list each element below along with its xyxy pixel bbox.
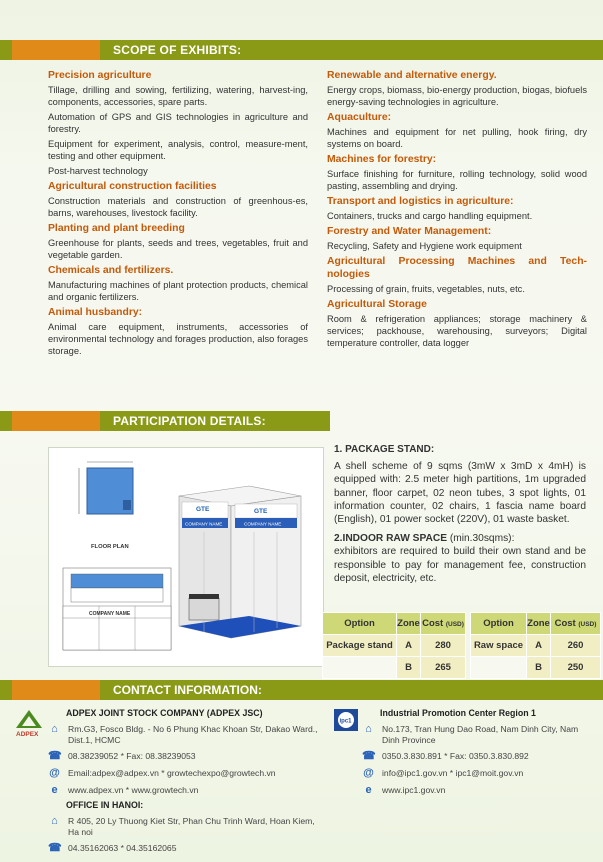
adpex-contact <box>48 708 318 855</box>
scope-heading: Precision agriculture <box>48 70 152 81</box>
ipc1-address: No.173, Tran Hung Dao Road, Nam Dinh City, Nam Dinh Province <box>382 724 579 745</box>
scope-text: Processing of grain, fruits, vegetables, nuts, etc. <box>327 284 525 294</box>
scope-text: Construction materials and construction of greenhous-es, barns, warehouses, livestock facility. <box>48 196 308 218</box>
raw-space-block <box>334 532 586 545</box>
participation-details <box>334 443 586 591</box>
zone-cell: B <box>397 657 421 679</box>
scope-heading: Agricultural construction facilities <box>48 181 217 192</box>
adpex-logo <box>12 708 46 738</box>
scope-heading: Agricultural Processing Machines and Tech-nologies <box>327 256 587 280</box>
scope-header-bar <box>0 40 603 60</box>
option-cell: Package stand <box>323 635 397 657</box>
elevation-company-label: COMPANY NAME <box>89 611 131 617</box>
scope-text: Surface finishing for furniture, rolling technology, solid wood pasting, assembling and drying. <box>327 169 587 191</box>
adpex-email[interactable]: Email:adpex@adpex.vn * growtechexpo@growtech.vn <box>68 768 276 778</box>
web-icon: e <box>365 784 372 796</box>
email-icon: @ <box>49 767 60 779</box>
booth-logo-text: GTE <box>196 506 210 513</box>
option-cell: Raw space <box>471 635 527 657</box>
raw-min: (min.30sqms): <box>447 533 515 545</box>
scope-text: Greenhouse for plants, seeds and trees, vegetables, fruit and vegetable garden. <box>48 238 308 260</box>
scope-heading: Aquaculture: <box>327 112 392 123</box>
scope-text: Animal care equipment, instruments, accessories of environmental technology and forages production, also forages storage. <box>48 322 308 356</box>
adpex-org-name: ADPEX JOINT STOCK COMPANY (ADPEX JSC) <box>66 708 263 718</box>
zone-cell: A <box>527 635 551 657</box>
hanoi-heading: OFFICE IN HANOI: <box>66 800 144 810</box>
zone-cell: B <box>527 657 551 679</box>
package-heading: 1. PACKAGE STAND: <box>334 444 435 455</box>
zone-cell: A <box>397 635 421 657</box>
scope-heading: Machines for forestry: <box>327 154 437 165</box>
scope-left-column <box>48 66 308 360</box>
raw-heading: 2.INDOOR RAW SPACE <box>334 533 448 545</box>
participation-title: PARTICIPATION DETAILS: <box>113 414 266 428</box>
adpex-website[interactable]: www.adpex.vn * www.growtech.vn <box>68 785 199 795</box>
cost-cell: 280 <box>421 635 466 657</box>
scope-title: SCOPE OF EXHIBITS: <box>113 43 242 57</box>
booth-company-text: COMPANY NAME <box>185 521 223 527</box>
home-icon: ⌂ <box>51 723 58 735</box>
booth-company-text-right: COMPANY NAME <box>244 521 282 527</box>
col-zone: Zone <box>527 613 551 635</box>
cost-cell: 260 <box>551 635 601 657</box>
hanoi-address: R 405, 20 Ly Thuong Kiet Str, Phan Chu Trinh Ward, Hoan Kiem, Ha noi <box>68 816 315 837</box>
booth-illustration <box>48 447 324 667</box>
option-cell-empty <box>323 657 397 679</box>
adpex-phone: 08.38239052 * Fax: 08.38239053 <box>68 751 196 761</box>
scope-text: Tillage, drilling and sowing, fertilizing, watering, harvest-ing, components, accessories, spare parts. <box>48 85 308 107</box>
scope-heading: Renewable and alternative energy. <box>327 70 497 81</box>
home-icon: ⌂ <box>365 723 372 735</box>
scope-text: Automation of GPS and GIS technologies in agriculture and forestry. <box>48 112 308 134</box>
floor-plan-label: FLOOR PLAN <box>91 544 129 550</box>
scope-heading: Animal husbandry: <box>48 307 143 318</box>
option-cell-empty <box>471 657 527 679</box>
price-table-raw <box>470 612 601 679</box>
ipc1-org-name: Industrial Promotion Center Region 1 <box>380 708 536 718</box>
scope-text: Recycling, Safety and Hygiene work equipment <box>327 241 522 251</box>
scope-heading: Forestry and Water Management: <box>327 226 492 237</box>
ipc1-contact <box>362 708 592 797</box>
col-cost: Cost (USD) <box>421 613 466 635</box>
web-icon: e <box>51 784 58 796</box>
home-icon: ⌂ <box>51 815 58 827</box>
ipc1-website[interactable]: www.ipc1.gov.vn <box>382 785 446 795</box>
scope-text: Manufacturing machines of plant protection products, chemical and organic fertilizers. <box>48 280 308 302</box>
phone-icon: ☎ <box>362 750 376 762</box>
ipc1-logo-icon <box>333 708 359 732</box>
scope-heading: Transport and logistics in agriculture: <box>327 196 514 207</box>
scope-text: Energy crops, biomass, bio-energy production, biogas, biofuels energy-saving technologies in agriculture. <box>327 85 587 107</box>
adpex-address: Rm.G3, Fosco Bldg. - No 6 Phung Khac Khoan Str, Dakao Ward., Dist.1, HCMC <box>68 724 318 745</box>
ipc1-phone: 0350.3.830.891 * Fax: 0350.3.830.892 <box>382 751 529 761</box>
scope-right-column <box>327 66 587 352</box>
booth-drawing <box>49 448 325 668</box>
scope-heading: Agricultural Storage <box>327 299 427 310</box>
phone-icon: ☎ <box>48 842 62 854</box>
contact-header-bar <box>0 680 603 700</box>
scope-heading: Planting and plant breeding <box>48 223 185 234</box>
package-text: A shell scheme of 9 sqms (3mW x 3mD x 4mH) is equipped with: 2.5 meter high partitions, 1m upgraded banner, floor carpet, 02 neon tubes, 3 spot lights, 01 information counter, 02 chairs, 1 fascia name board (English), 01 power socket (220V), 01 waste basket. <box>334 461 586 526</box>
ipc1-logo <box>333 708 359 732</box>
scope-text: Room & refrigeration appliances; storage machinery & services; packhouse, warehousing, surveyors; Digital temperature controller, data logger <box>327 314 587 348</box>
scope-text: Post-harvest technology <box>48 166 148 176</box>
col-zone: Zone <box>397 613 421 635</box>
participation-header-bar <box>0 411 330 431</box>
col-cost: Cost (USD) <box>551 613 601 635</box>
contact-title: CONTACT INFORMATION: <box>113 683 262 697</box>
scope-text: Containers, trucks and cargo handling equipment. <box>327 211 533 221</box>
adpex-logo-icon <box>12 708 46 738</box>
svg-text:ipc1: ipc1 <box>339 718 352 725</box>
col-option: Option <box>323 613 397 635</box>
cost-cell: 265 <box>421 657 466 679</box>
price-table-package <box>322 612 466 679</box>
ipc1-email[interactable]: info@ipc1.gov.vn * ipc1@moit.gov.vn <box>382 768 524 778</box>
booth-logo-text-right: GTE <box>254 508 268 515</box>
cost-cell: 250 <box>551 657 601 679</box>
scope-text: Machines and equipment for net pulling, hook firing, dry systems on board. <box>327 127 587 149</box>
hanoi-phone: 04.35162063 * 04.35162065 <box>68 843 177 853</box>
phone-icon: ☎ <box>48 750 62 762</box>
email-icon: @ <box>363 767 374 779</box>
raw-text: exhibitors are required to build their own stand and be responsible to pay for management fee, construction deposit, electricity, etc. <box>334 546 586 584</box>
scope-heading: Chemicals and fertilizers. <box>48 265 174 276</box>
col-option: Option <box>471 613 527 635</box>
svg-text:ADPEX: ADPEX <box>16 731 39 738</box>
scope-text: Equipment for experiment, analysis, control, measure-ment, testing and other equipment. <box>48 139 308 161</box>
